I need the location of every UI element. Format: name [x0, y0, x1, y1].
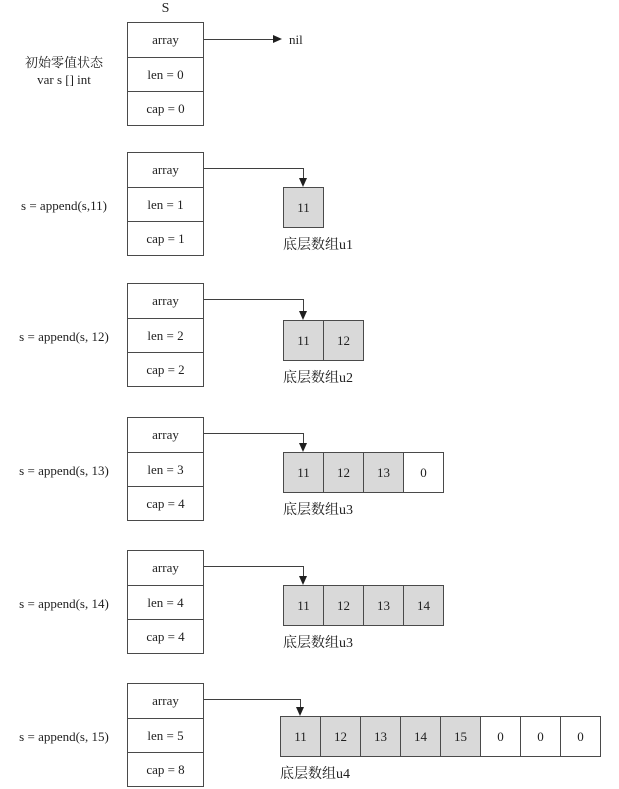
- array-cell: 13: [363, 452, 404, 493]
- pointer-line: [204, 433, 304, 434]
- pointer-line: [204, 39, 273, 40]
- array-cell: 11: [283, 585, 324, 626]
- struct-field-len: len = 3: [128, 452, 203, 486]
- array-cell: 14: [403, 585, 444, 626]
- struct-field-array: array: [152, 560, 179, 575]
- array-cell: 12: [323, 320, 364, 361]
- slice-header-struct: [127, 22, 204, 126]
- array-cell: 11: [283, 187, 324, 228]
- struct-field-array: array: [152, 162, 179, 177]
- array-cell: 11: [280, 716, 321, 757]
- state-label-line1: s = append(s,11): [21, 198, 107, 213]
- underlying-array-label: 底层数组u3: [283, 503, 353, 518]
- array-cell: 14: [400, 716, 441, 757]
- struct-field-array: array: [152, 693, 179, 708]
- struct-field-array: array: [152, 293, 179, 308]
- arrowhead-down-icon: [299, 311, 307, 320]
- underlying-array: [283, 320, 364, 361]
- state-label-line1: s = append(s, 14): [19, 596, 109, 611]
- pointer-line: [204, 299, 304, 300]
- array-cell: 13: [363, 585, 404, 626]
- array-cell: 11: [283, 320, 324, 361]
- struct-field-cap: cap = 0: [128, 91, 203, 125]
- slice-header-struct: [127, 683, 204, 787]
- struct-field-array: array: [152, 427, 179, 442]
- arrowhead-down-icon: [299, 178, 307, 187]
- struct-field-cap: cap = 4: [128, 486, 203, 520]
- state-label: [4, 54, 124, 88]
- state-label: [4, 462, 124, 479]
- array-cell: 15: [440, 716, 481, 757]
- struct-field-len: len = 4: [128, 585, 203, 619]
- slice-header-struct: [127, 550, 204, 654]
- struct-field-len: len = 0: [128, 57, 203, 91]
- underlying-array-label: 底层数组u2: [283, 371, 353, 386]
- state-label: [4, 197, 124, 214]
- array-cell: 12: [323, 585, 364, 626]
- state-label-line2: var s [] int: [37, 72, 91, 87]
- underlying-array: [283, 585, 444, 626]
- struct-field-len: len = 5: [128, 718, 203, 752]
- underlying-array: [283, 452, 444, 493]
- array-cell: 0: [403, 452, 444, 493]
- struct-field-len: len = 2: [128, 318, 203, 352]
- struct-field-cap: cap = 8: [128, 752, 203, 786]
- array-cell: 13: [360, 716, 401, 757]
- pointer-line: [204, 566, 304, 567]
- arrowhead-down-icon: [296, 707, 304, 716]
- slice-header-struct: [127, 283, 204, 387]
- array-cell: 12: [323, 452, 364, 493]
- array-cell: 0: [520, 716, 561, 757]
- struct-field-array: array: [152, 32, 179, 47]
- underlying-array: [283, 187, 324, 228]
- pointer-line: [204, 168, 304, 169]
- underlying-array: [280, 716, 601, 757]
- arrowhead-right-icon: [273, 35, 282, 43]
- underlying-array-label: 底层数组u1: [283, 238, 353, 253]
- slice-header-struct: [127, 152, 204, 256]
- struct-field-cap: cap = 1: [128, 221, 203, 255]
- state-label-line1: s = append(s, 12): [19, 329, 109, 344]
- array-cell: 0: [560, 716, 601, 757]
- state-label-line1: 初始零值状态: [24, 55, 103, 70]
- underlying-array-label: 底层数组u3: [283, 636, 353, 651]
- nil-label: nil: [289, 32, 303, 47]
- state-label: [4, 595, 124, 612]
- slice-variable-title: S: [161, 1, 170, 16]
- array-cell: 12: [320, 716, 361, 757]
- state-label: [4, 328, 124, 345]
- arrowhead-down-icon: [299, 576, 307, 585]
- array-cell: 0: [480, 716, 521, 757]
- state-label-line1: s = append(s, 13): [19, 463, 109, 478]
- array-cell: 11: [283, 452, 324, 493]
- slice-header-struct: [127, 417, 204, 521]
- pointer-line: [204, 699, 301, 700]
- arrowhead-down-icon: [299, 443, 307, 452]
- struct-field-cap: cap = 2: [128, 352, 203, 386]
- underlying-array-label: 底层数组u4: [280, 767, 350, 782]
- state-label: [4, 728, 124, 745]
- struct-field-len: len = 1: [128, 187, 203, 221]
- state-label-line1: s = append(s, 15): [19, 729, 109, 744]
- struct-field-cap: cap = 4: [128, 619, 203, 653]
